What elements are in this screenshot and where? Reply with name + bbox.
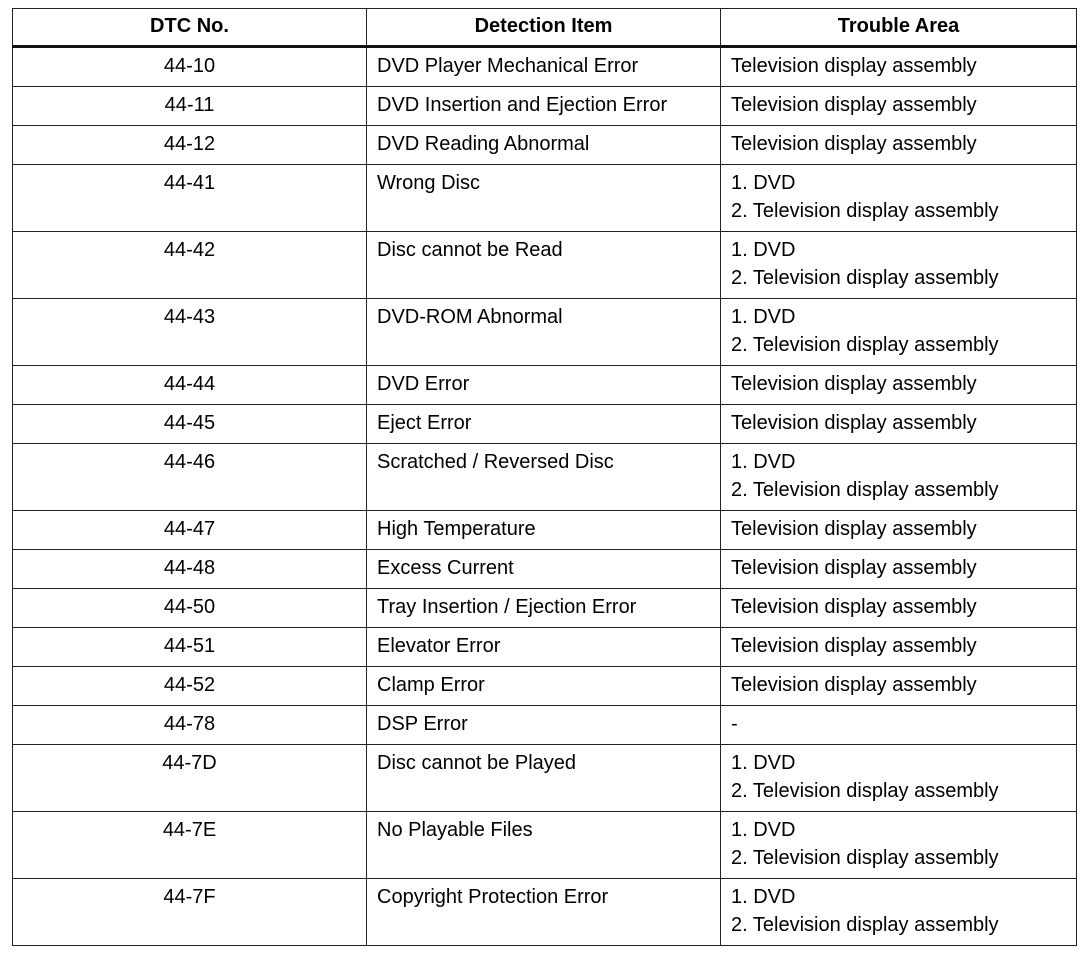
table-row bbox=[13, 511, 1077, 550]
trouble-area-cell bbox=[721, 165, 1077, 232]
trouble-area-line: - bbox=[731, 713, 738, 735]
dtc-table bbox=[12, 8, 1077, 946]
header-detection-item: Detection Item bbox=[367, 9, 721, 47]
header-dtc-no: DTC No. bbox=[13, 9, 367, 47]
trouble-area-cell bbox=[721, 47, 1077, 87]
table-row bbox=[13, 879, 1077, 946]
detection-item-cell: DVD-ROM Abnormal bbox=[367, 299, 721, 366]
detection-item-cell: DVD Player Mechanical Error bbox=[367, 47, 721, 87]
dtc-code-cell: 44-10 bbox=[13, 47, 367, 87]
trouble-area-line: 1. DVD bbox=[731, 172, 796, 194]
table-row bbox=[13, 47, 1077, 87]
trouble-area-cell bbox=[721, 550, 1077, 589]
trouble-area-cell bbox=[721, 232, 1077, 299]
trouble-area-line: Television display assembly bbox=[731, 596, 977, 618]
trouble-area-line: Television display assembly bbox=[731, 133, 977, 155]
trouble-area-line: Television display assembly bbox=[731, 373, 977, 395]
detection-item-cell: DSP Error bbox=[367, 706, 721, 745]
detection-item-cell: Scratched / Reversed Disc bbox=[367, 444, 721, 511]
trouble-area-cell bbox=[721, 299, 1077, 366]
dtc-code-cell: 44-7E bbox=[13, 812, 367, 879]
trouble-area-line: 2. Television display assembly bbox=[731, 334, 999, 356]
detection-item-cell: Copyright Protection Error bbox=[367, 879, 721, 946]
table-row bbox=[13, 706, 1077, 745]
trouble-area-line: 2. Television display assembly bbox=[731, 267, 999, 289]
dtc-code-cell: 44-45 bbox=[13, 405, 367, 444]
dtc-code-cell: 44-7D bbox=[13, 745, 367, 812]
trouble-area-line: 1. DVD bbox=[731, 819, 796, 841]
detection-item-cell: Wrong Disc bbox=[367, 165, 721, 232]
table-row bbox=[13, 299, 1077, 366]
detection-item-cell: DVD Reading Abnormal bbox=[367, 126, 721, 165]
dtc-code-cell: 44-50 bbox=[13, 589, 367, 628]
detection-item-cell: DVD Insertion and Ejection Error bbox=[367, 87, 721, 126]
trouble-area-line: 1. DVD bbox=[731, 451, 796, 473]
dtc-code-cell: 44-47 bbox=[13, 511, 367, 550]
trouble-area-cell bbox=[721, 366, 1077, 405]
trouble-area-cell bbox=[721, 444, 1077, 511]
trouble-area-line: 2. Television display assembly bbox=[731, 847, 999, 869]
trouble-area-cell bbox=[721, 667, 1077, 706]
trouble-area-line: 1. DVD bbox=[731, 239, 796, 261]
trouble-area-cell bbox=[721, 879, 1077, 946]
table-row bbox=[13, 444, 1077, 511]
trouble-area-line: 2. Television display assembly bbox=[731, 780, 999, 802]
trouble-area-line: Television display assembly bbox=[731, 55, 977, 77]
dtc-code-cell: 44-52 bbox=[13, 667, 367, 706]
table-row bbox=[13, 126, 1077, 165]
table-row bbox=[13, 745, 1077, 812]
trouble-area-line: Television display assembly bbox=[731, 635, 977, 657]
trouble-area-line: Television display assembly bbox=[731, 557, 977, 579]
header-row bbox=[13, 9, 1077, 47]
detection-item-cell: Clamp Error bbox=[367, 667, 721, 706]
table-body bbox=[13, 47, 1077, 946]
dtc-code-cell: 44-41 bbox=[13, 165, 367, 232]
trouble-area-cell bbox=[721, 511, 1077, 550]
trouble-area-line: 1. DVD bbox=[731, 752, 796, 774]
dtc-code-cell: 44-7F bbox=[13, 879, 367, 946]
trouble-area-line: Television display assembly bbox=[731, 518, 977, 540]
trouble-area-line: 1. DVD bbox=[731, 306, 796, 328]
trouble-area-line: 2. Television display assembly bbox=[731, 914, 999, 936]
table-row bbox=[13, 232, 1077, 299]
table-row bbox=[13, 812, 1077, 879]
trouble-area-line: 2. Television display assembly bbox=[731, 479, 999, 501]
trouble-area-line: Television display assembly bbox=[731, 674, 977, 696]
table-row bbox=[13, 550, 1077, 589]
detection-item-cell: Excess Current bbox=[367, 550, 721, 589]
dtc-code-cell: 44-48 bbox=[13, 550, 367, 589]
table-row bbox=[13, 165, 1077, 232]
table-row bbox=[13, 366, 1077, 405]
dtc-code-cell: 44-46 bbox=[13, 444, 367, 511]
trouble-area-cell bbox=[721, 87, 1077, 126]
detection-item-cell: Eject Error bbox=[367, 405, 721, 444]
dtc-code-cell: 44-12 bbox=[13, 126, 367, 165]
dtc-code-cell: 44-78 bbox=[13, 706, 367, 745]
detection-item-cell: High Temperature bbox=[367, 511, 721, 550]
detection-item-cell: Elevator Error bbox=[367, 628, 721, 667]
trouble-area-line: Television display assembly bbox=[731, 94, 977, 116]
dtc-code-cell: 44-51 bbox=[13, 628, 367, 667]
trouble-area-cell bbox=[721, 745, 1077, 812]
trouble-area-cell bbox=[721, 126, 1077, 165]
trouble-area-cell bbox=[721, 706, 1077, 745]
trouble-area-line: Television display assembly bbox=[731, 412, 977, 434]
table-row bbox=[13, 589, 1077, 628]
table-row bbox=[13, 87, 1077, 126]
trouble-area-cell bbox=[721, 405, 1077, 444]
trouble-area-cell bbox=[721, 589, 1077, 628]
trouble-area-cell bbox=[721, 628, 1077, 667]
detection-item-cell: Tray Insertion / Ejection Error bbox=[367, 589, 721, 628]
table-row bbox=[13, 628, 1077, 667]
trouble-area-cell bbox=[721, 812, 1077, 879]
trouble-area-line: 1. DVD bbox=[731, 886, 796, 908]
detection-item-cell: DVD Error bbox=[367, 366, 721, 405]
table-row bbox=[13, 667, 1077, 706]
dtc-code-cell: 44-42 bbox=[13, 232, 367, 299]
detection-item-cell: Disc cannot be Played bbox=[367, 745, 721, 812]
trouble-area-line: 2. Television display assembly bbox=[731, 200, 999, 222]
header-trouble-area: Trouble Area bbox=[721, 9, 1077, 47]
dtc-code-cell: 44-43 bbox=[13, 299, 367, 366]
dtc-code-cell: 44-11 bbox=[13, 87, 367, 126]
detection-item-cell: Disc cannot be Read bbox=[367, 232, 721, 299]
detection-item-cell: No Playable Files bbox=[367, 812, 721, 879]
table-row bbox=[13, 405, 1077, 444]
dtc-code-cell: 44-44 bbox=[13, 366, 367, 405]
